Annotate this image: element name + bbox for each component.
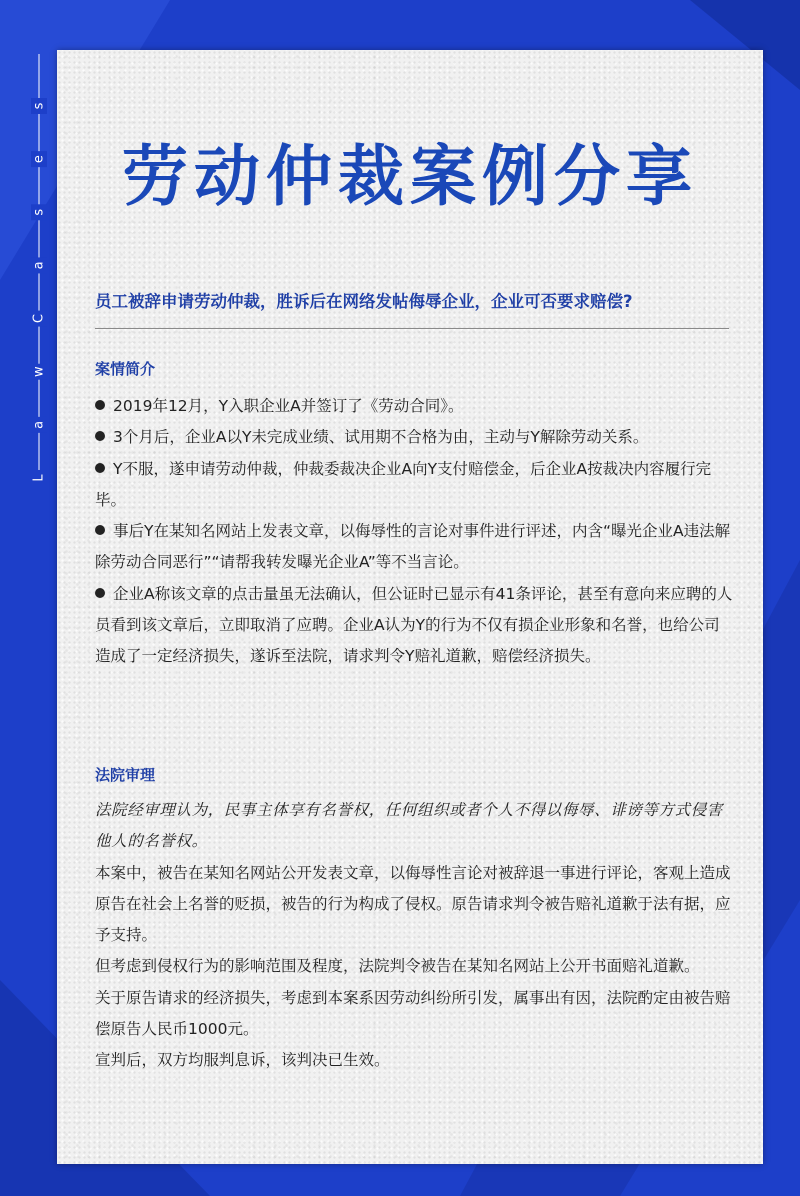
paragraph: 宣判后，双方均服判息诉，该判决已生效。 [95,1051,390,1070]
side-letter: a [31,261,47,270]
side-letter: s [31,208,47,216]
side-label-law-cases [28,48,50,488]
paragraph: 但考虑到侵权行为的影响范围及程度，法院判令被告在某知名网站上公开书面赔礼道歉。 [95,957,700,976]
list-item: Y不服，遂申请劳动仲裁，仲裁委裁决企业A向Y支付赔偿金，后企业A按裁决内容履行完毕。 [95,459,712,509]
side-letter: s [31,102,47,110]
side-letter: w [31,366,47,378]
bullet-icon [95,400,105,410]
side-letter: L [31,474,47,482]
list-item: 企业A称该文章的点击量虽无法确认，但公证时已显示有41条评论，甚至有意向来应聘的人员看到该文章后，立即取消了应聘。企业A认为Y的行为不仅有损企业形象和名誉，也给公司造成了一定经济损失，遂诉至法院，请求判令Y赔礼道歉，赔偿经济损失。 [95,584,733,666]
paragraph: 本案中，被告在某知名网站公开发表文章，以侮辱性言论对被辞退一事进行评论，客观上造成原告在社会上名誉的贬损，被告的行为构成了侵权。原告请求判令被告赔礼道歉于法有据，应予支持。 [95,863,731,945]
section-heading-court-review: 法院审理 [95,766,156,784]
paragraph: 法院经审理认为，民事主体享有名誉权，任何组织或者个人不得以侮辱、诽谤等方式侵害他人的名誉权。 [95,801,723,851]
court-review-text [95,795,735,1077]
side-letter: C [31,314,47,324]
section-heading-case-summary: 案情简介 [95,360,156,378]
list-item: 2019年12月，Y入职企业A并签订了《劳动合同》。 [95,391,735,422]
divider [95,328,729,329]
side-letter: a [31,420,47,429]
bullet-icon [95,431,105,441]
bullet-icon [95,588,105,598]
page-title: 劳动仲裁案例分享 [122,138,698,215]
case-summary-list [95,391,735,673]
side-letter: e [31,155,47,164]
list-item: 3个月后，企业A以Y未完成业绩、试用期不合格为由，主动与Y解除劳动关系。 [95,422,735,453]
bullet-icon [95,463,105,473]
case-question: 员工被辞申请劳动仲裁，胜诉后在网络发帖侮辱企业，企业可否要求赔偿? [95,292,633,311]
paragraph: 关于原告请求的经济损失，考虑到本案系因劳动纠纷所引发，属事出有因，法院酌定由被告赔偿原告人民币1000元。 [95,988,731,1039]
list-item: 事后Y在某知名网站上发表文章，以侮辱性的言论对事件进行评述，内含“曝光企业A违法解除劳动合同恶行”“请帮我转发曝光企业A”等不当言论。 [95,522,731,572]
bullet-icon [95,525,105,535]
